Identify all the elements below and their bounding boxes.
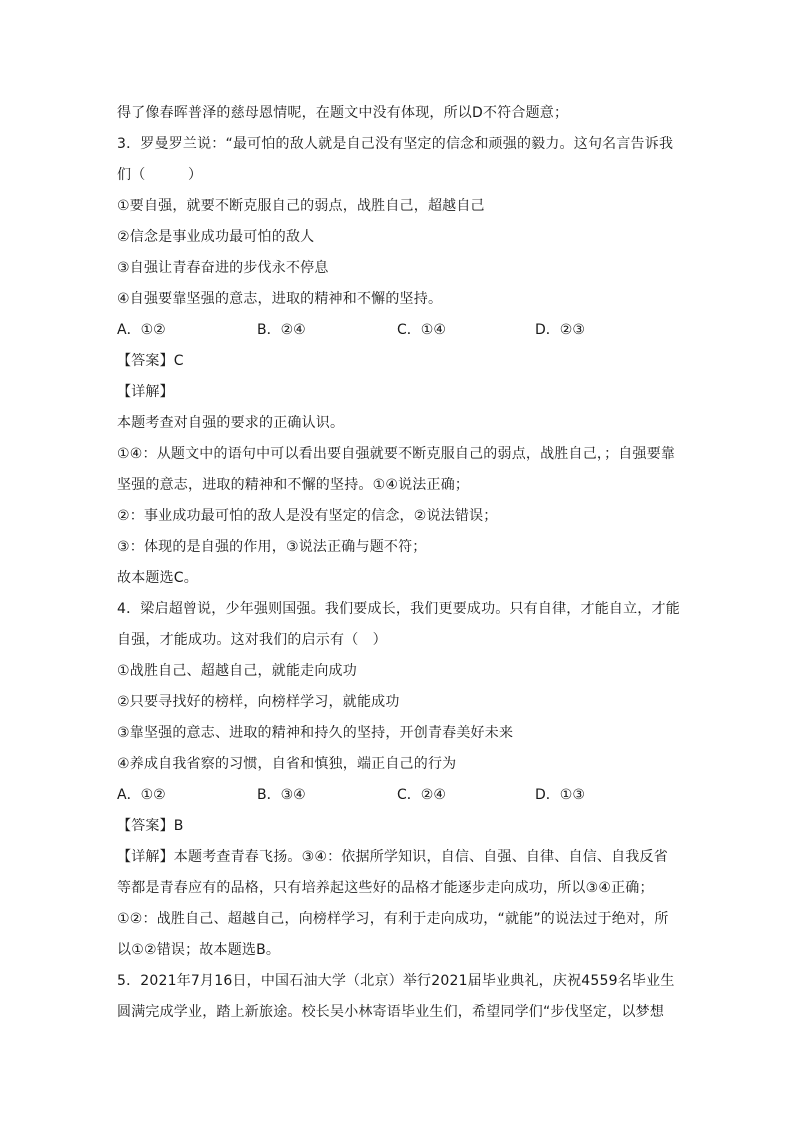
question-4-detail-line: 以①②错误；故本题选B。 [117,942,281,958]
question-4-option-a: A．①② [117,787,166,803]
question-3-answer: 【答案】C [117,353,184,369]
question-3-detail-line: ①④：从题文中的语句中可以看出要自强就要不断克服自己的弱点，战胜自己，；自强要靠 [117,446,676,462]
question-4-option-c: C．②④ [397,787,446,803]
question-4-statement-3: ③靠坚强的意志、进取的精神和持久的坚持，开创青春美好未来 [117,725,514,741]
question-4-answer: 【答案】B [117,818,184,834]
question-4-statement-2: ②只要寻找好的榜样，向榜样学习，就能成功 [117,694,400,710]
question-3-detail-line: ②：事业成功最可怕的敌人是没有坚定的信念，②说法错误； [117,508,498,524]
question-4-detail-line: 【详解】本题考查青春飞扬。③④：依据所学知识，自信、自强、自律、自信、自我反省 [117,849,668,865]
question-3-stem: 3．罗曼罗兰说：“最可怕的敌人就是自己没有坚定的信念和顽强的毅力。这句名言告诉我 [117,136,674,152]
question-3-statement-4: ④自强要靠坚强的意志，进取的精神和不懈的坚持。 [117,291,443,307]
question-3-statement-2: ②信念是事业成功最可怕的敌人 [117,229,315,245]
question-4-stem-continued: 自强，才能成功。这对我们的启示有（ ） [117,632,387,648]
question-4-statement-4: ④养成自我省察的习惯，自省和慎独，端正自己的行为 [117,756,457,772]
question-5-stem: 5．2021年7月16日，中国石油大学（北京）举行2021届毕业典礼，庆祝4559名毕业生 [117,973,675,989]
question-3-detail-line: 故本题选C。 [117,570,198,586]
question-3-detail-heading: 【详解】 [117,384,174,400]
question-3-detail-line: 坚强的意志，进取的精神和不懈的坚持。①④说法正确； [117,477,470,493]
question-3-option-c: C．①④ [397,322,446,338]
question-3-detail-line: ③：体现的是自强的作用，③说法正确与题不符； [117,539,427,555]
question-4-option-d: D．①③ [535,787,585,803]
question-4-detail-line: 等都是青春应有的品格，只有培养起这些好的品格才能逐步走向成功，所以③④正确； [117,880,654,896]
question-3-detail-line: 本题考查对自强的要求的正确认识。 [117,415,345,431]
question-4-statement-1: ①战胜自己、超越自己，就能走向成功 [117,663,357,679]
question-3-option-d: D．②③ [535,322,585,338]
question-3-option-b: B．②④ [257,322,306,338]
question-4-stem: 4．梁启超曾说，少年强则国强。我们要成长，我们更要成功。只有自律，才能自立，才能 [117,601,680,617]
question-4-detail-line: ①②：战胜自己、超越自己，向榜样学习，有利于走向成功，“就能”的说法过于绝对，所 [117,911,669,927]
question-4-option-b: B．③④ [257,787,306,803]
question-3-option-a: A．①② [117,322,166,338]
question-3-statement-1: ①要自强，就要不断克服自己的弱点，战胜自己，超越自己 [117,198,485,214]
question-3-statement-3: ③自强让青春奋进的步伐永不停息 [117,260,329,276]
question-3-stem-continued: 们（ ） [117,167,203,183]
question-5-stem-continued: 圆满完成学业，踏上新旅途。校长吴小林寄语毕业生们，希望同学们“步伐坚定，以梦想 [117,1004,665,1020]
text-line: 得了像春晖普泽的慈母恩情呢，在题文中没有体现，所以D不符合题意； [117,105,569,121]
